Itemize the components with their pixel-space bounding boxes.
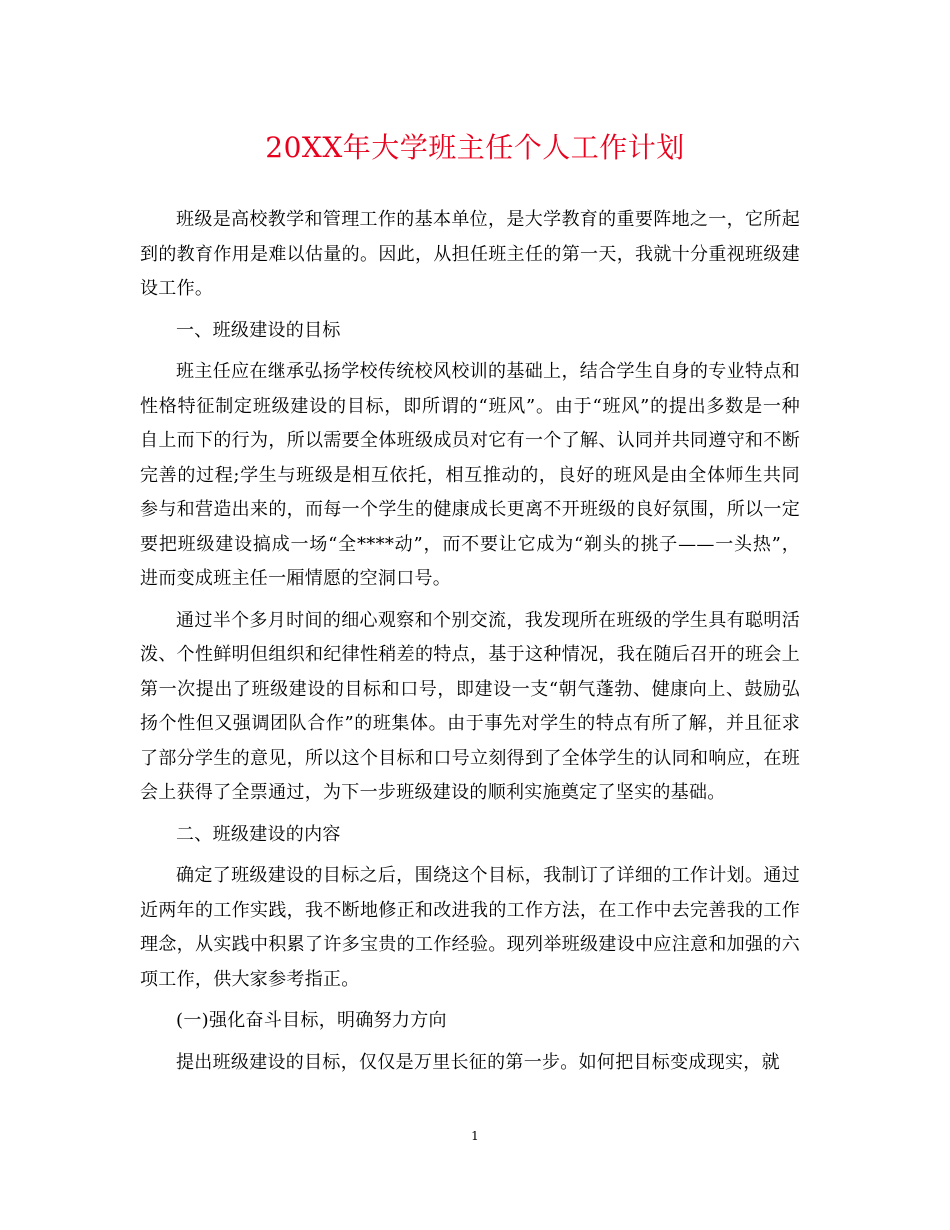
paragraph-class-style: 班主任应在继承弘扬学校传统校风校训的基础上，结合学生自身的专业特点和性格特征制定班级建设的目标，即所谓的“班风”。由于“班风”的提出多数是一种自上而下的行为，所以需要全体班级成员对它有一个了解、认同并共同遵守和不断完善的过程;学生与班级是相互依托，相互推动的，良好的班风是由全体师生共同参与和营造出来的，而每一个学生的健康成长更离不开班级的良好氛围，所以一定要把班级建设搞成一场“全****动”，而不要让它成为“剃头的挑子——一头热”，进而变成班主任一厢情愿的空洞口号。 [140, 361, 800, 589]
document-body [140, 203, 800, 1087]
paragraph-work-plan: 确定了班级建设的目标之后，围绕这个目标，我制订了详细的工作计划。通过近两年的工作实践，我不断地修正和改进我的工作方法，在工作中去完善我的工作理念，从实践中积累了许多宝贵的工作经验。现列举班级建设中应注意和加强的六项工作，供大家参考指正。 [140, 865, 800, 990]
page-number: 1 [471, 1129, 479, 1143]
paragraph-first-step: 提出班级建设的目标，仅仅是万里长征的第一步。如何把目标变成现实，就 [176, 1051, 780, 1073]
subsection-heading-1: (一)强化奋斗目标，明确努力方向 [176, 1010, 447, 1031]
paragraph-intro: 班级是高校教学和管理工作的基本单位，是大学教育的重要阵地之一，它所起到的教育作用是难以估量的。因此，从担任班主任的第一天，我就十分重视班级建设工作。 [140, 209, 800, 299]
section-heading-content: 二、班级建设的内容 [176, 823, 341, 845]
section-heading-goals: 一、班级建设的目标 [176, 319, 341, 341]
document-title: 20XX年大学班主任个人工作计划 [265, 131, 685, 164]
paragraph-observation: 通过半个多月时间的细心观察和个别交流，我发现所在班级的学生具有聪明活泼、个性鲜明但组织和纪律性稍差的特点，基于这种情况，我在随后召开的班会上第一次提出了班级建设的目标和口号，即建设一支“朝气蓬勃、健康向上、鼓励弘扬个性但又强调团队合作”的班集体。由于事先对学生的特点有所了解，并且征求了部分学生的意见，所以这个目标和口号立刻得到了全体学生的认同和响应，在班会上获得了全票通过，为下一步班级建设的顺利实施奠定了坚实的基础。 [140, 609, 800, 803]
